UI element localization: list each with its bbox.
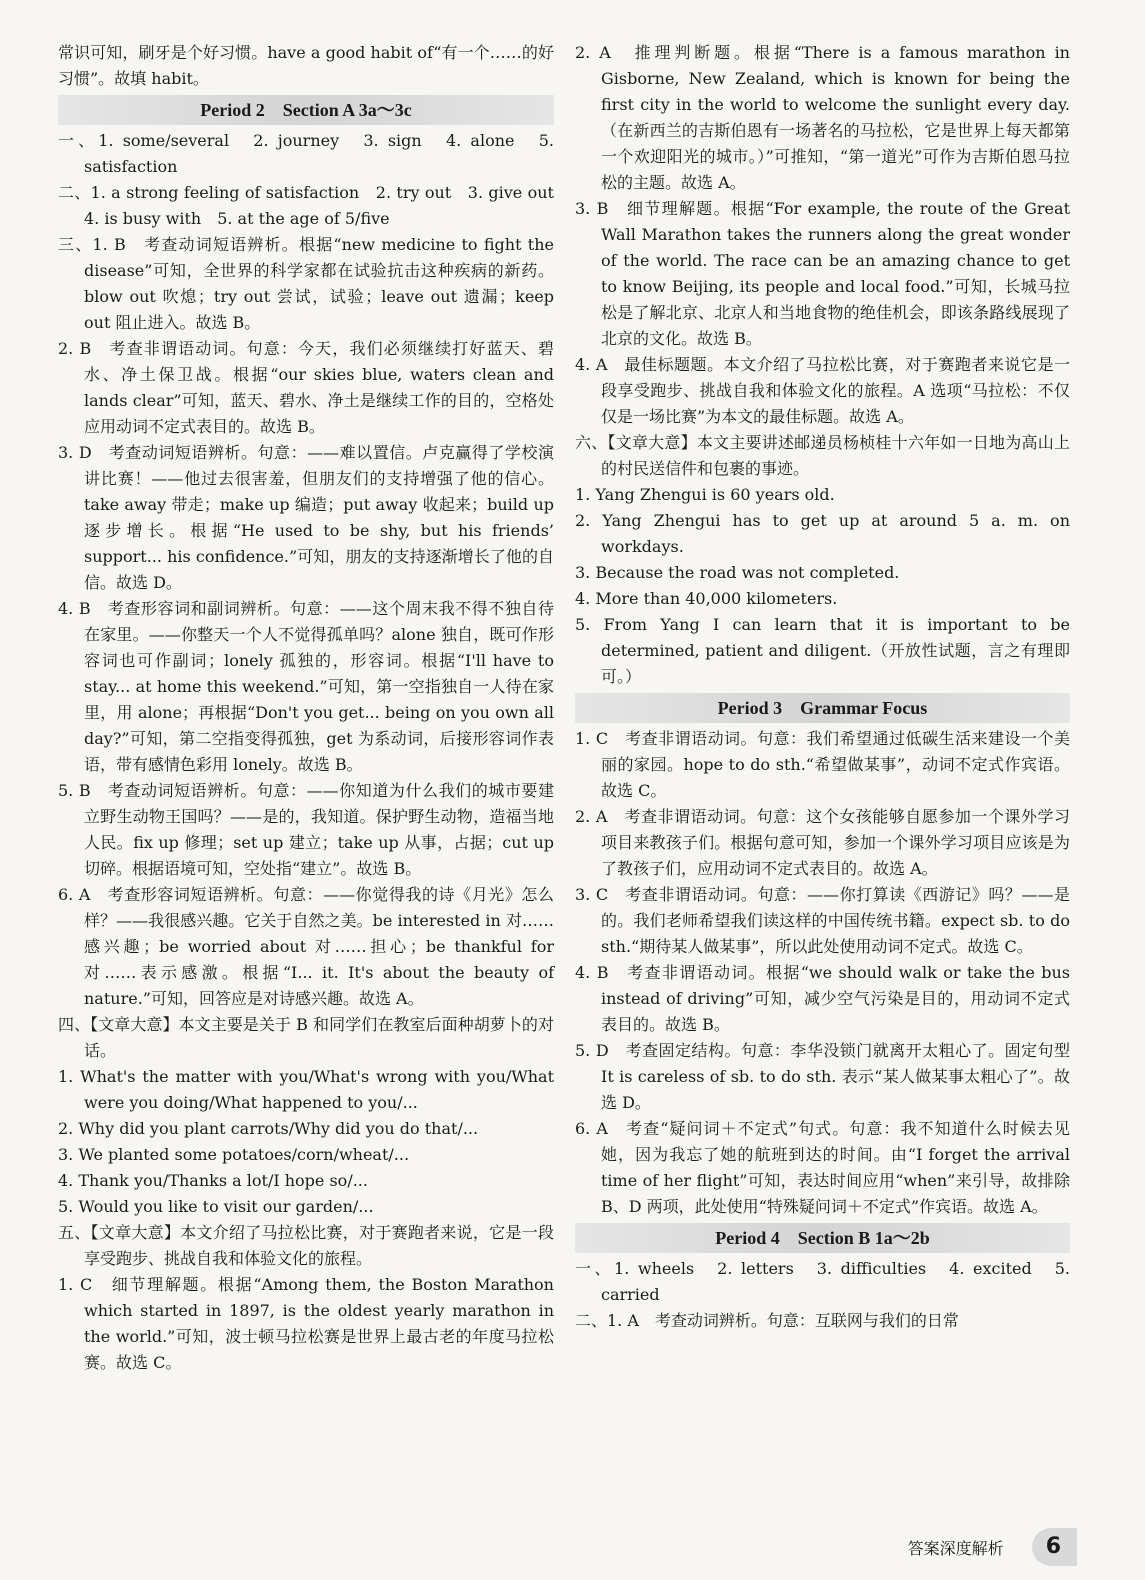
right-column [575, 40, 1070, 1334]
exercise-4-a1: 1. What's the matter with you/What's wrong with you/What were you doing/What happened to you/... [58, 1067, 554, 1112]
page-footer [908, 1528, 1077, 1566]
exercise-1-answers: 一、1. some/several 2. journey 3. sign 4. alone 5. satisfaction [58, 131, 554, 176]
exercise-6-summary: 六、【文章大意】本文主要讲述邮递员杨桢桂十六年如一日地为高山上的村民送信件和包裹的事迹。 [575, 433, 1070, 478]
grammar-q4: 4. B 考查非谓语动词。根据“we should walk or take the bus instead of driving”可知，减少空气污染是目的，用动词不定式表目的。故选 B。 [575, 963, 1070, 1034]
exercise-5-q2: 2. A 推理判断题。根据“There is a famous marathon in Gisborne, New Zealand, which is known for being the first city in the world to welcome the sunlight every day.（在新西兰的吉斯伯恩有一场著名的马拉松，它是世界上每天都第一个欢迎阳光的城市。）”可推知，“第一道光”可作为吉斯伯恩马拉松的主题。故选 A。 [575, 43, 1070, 192]
grammar-q6: 6. A 考查“疑问词＋不定式”句式。句意：我不知道什么时候去见她，因为我忘了她的航班到达的时间。由“I forget the arrival time of her flight”可知，表达时间应用“when”来引导，故排除 B、D 两项，此处使用“特殊疑问词＋不定式”作宾语。故选 A。 [575, 1119, 1070, 1216]
section-b-exercise-2: 二、1. A 考查动词辨析。句意：互联网与我们的日常 [575, 1311, 959, 1330]
section-heading-period-4: Period 4 Section B 1a～2b [575, 1223, 1070, 1253]
grammar-q2: 2. A 考查非谓语动词。句意：这个女孩能够自愿参加一个课外学习项目来教孩子们。根据句意可知，参加一个课外学习项目应该是为了教孩子们，应用动词不定式表目的。故选 A。 [575, 807, 1070, 878]
exercise-6-a1: 1. Yang Zhengui is 60 years old. [575, 485, 835, 504]
exercise-6-a2: 2. Yang Zhengui has to get up at around 5 a. m. on workdays. [575, 511, 1070, 556]
exercise-3-q5: 5. B 考查动词短语辨析。句意：——你知道为什么我们的城市要建立野生动物王国吗？——是的，我知道。保护野生动物，造福当地人民。fix up 修理；set up 建立；take up 从事，占据；cut up 切碎。根据语境可知，空处指“建立”。故选 B。 [58, 781, 554, 878]
exercise-3-q4: 4. B 考查形容词和副词辨析。句意：——这个周末我不得不独自待在家里。——你整天一个人不觉得孤单吗？alone 独自，既可作形容词也可作副词；lonely 孤独的，形容词。根据“I'll have to stay... at home this weekend.”可知，第一空指独自一人待在家里，用 alone；再根据“Don't you get... being on you own all day?”可知，第二空指变得孤独，get 为系动词，后接形容词作表语，带有感情色彩用 lonely。故选 B。 [58, 599, 554, 774]
exercise-2-answers: 二、1. a strong feeling of satisfaction 2. try out 3. give out 4. is busy with 5. at the age of 5/five [58, 183, 571, 228]
exercise-3-q6: 6. A 考查形容词短语辨析。句意：——你觉得我的诗《月光》怎么样？——我很感兴趣。它关于自然之美。be interested in 对……感兴趣；be worried about 对……担心；be thankful for 对……表示感激。根据“I... it. It's about the beauty of nature.”可知，回答应是对诗感兴趣。故选 A。 [58, 885, 554, 1008]
exercise-6-a5: 5. From Yang I can learn that it is important to be determined, patient and diligent.（开放性试题，言之有理即可。） [575, 615, 1070, 686]
exercise-5-q3: 3. B 细节理解题。根据“For example, the route of the Great Wall Marathon takes the runners along the great wonder of the world. The race can be an amazing chance to get to know Beijing, its people and local food.”可知，长城马拉松是了解北京、北京人和当地食物的绝佳机会，即该条路线展现了北京的文化。故选 B。 [575, 199, 1070, 348]
exercise-6-a4: 4. More than 40,000 kilometers. [575, 589, 838, 608]
section-heading-period-3: Period 3 Grammar Focus [575, 693, 1070, 723]
section-heading-period-2: Period 2 Section A 3a～3c [58, 95, 554, 125]
exercise-5-summary: 五、【文章大意】本文介绍了马拉松比赛，对于赛跑者来说，它是一段享受跑步、挑战自我和体验文化的旅程。 [58, 1223, 554, 1268]
page-number: 6 [1032, 1528, 1077, 1566]
footer-label: 答案深度解析 [907, 1538, 1004, 1558]
grammar-q1: 1. C 考查非谓语动词。句意：我们希望通过低碳生活来建设一个美丽的家园。hope to do sth.“希望做某事”，动词不定式作宾语。故选 C。 [575, 729, 1070, 800]
exercise-4-a4: 4. Thank you/Thanks a lot/I hope so/... [58, 1171, 368, 1190]
section-b-exercise-1: 一、1. wheels 2. letters 3. difficulties 4. excited 5. carried [575, 1259, 1070, 1304]
exercise-4-a3: 3. We planted some potatoes/corn/wheat/... [58, 1145, 410, 1164]
exercise-5-q1: 1. C 细节理解题。根据“Among them, the Boston Marathon which started in 1897, is the oldest yearly marathon in the world.”可知，波士顿马拉松赛是世界上最古老的年度马拉松赛。故选 C。 [58, 1275, 554, 1372]
exercise-4-summary: 四、【文章大意】本文主要是关于 B 和同学们在教室后面种胡萝卜的对话。 [58, 1015, 554, 1060]
exercise-4-a2: 2. Why did you plant carrots/Why did you do that/... [58, 1119, 479, 1138]
exercise-3-q1: 三、1. B 考查动词短语辨析。根据“new medicine to fight the disease”可知，全世界的科学家都在试验抗击这种疾病的新药。blow out 吹熄；try out 尝试，试验；leave out 遗漏；keep out 阻止进入。故选 B。 [58, 235, 554, 332]
exercise-3-q3: 3. D 考查动词短语辨析。句意：——难以置信。卢克赢得了学校演讲比赛！——他过去很害羞，但朋友们的支持增强了他的信心。take away 带走；make up 编造；put away 收起来；build up 逐步增长。根据“He used to be shy, but his friends’ support... his confidence.”可知，朋友的支持逐渐增长了他的自信。故选 D。 [58, 443, 554, 592]
exercise-5-q4: 4. A 最佳标题题。本文介绍了马拉松比赛，对于赛跑者来说它是一段享受跑步、挑战自我和体验文化的旅程。A 选项“马拉松：不仅仅是一场比赛”为本文的最佳标题。故选 A。 [575, 355, 1070, 426]
grammar-q5: 5. D 考查固定结构。句意：李华没锁门就离开太粗心了。固定句型 It is careless of sb. to do sth. 表示“某人做某事太粗心了”。故选 D。 [575, 1041, 1070, 1112]
grammar-q3: 3. C 考查非谓语动词。句意：——你打算读《西游记》吗？——是的。我们老师希望我们读这样的中国传统书籍。expect sb. to do sth.“期待某人做某事”，所以此处使用动词不定式。故选 C。 [575, 885, 1070, 956]
intro-note: 常识可知，刷牙是个好习惯。have a good habit of“有一个……的好习惯”。故填 habit。 [58, 43, 554, 88]
exercise-3-q2: 2. B 考查非谓语动词。句意：今天，我们必须继续打好蓝天、碧水、净土保卫战。根据“our skies blue, waters clean and lands clear”可知，蓝天、碧水、净土是继续工作的目的，空格处应用动词不定式表目的。故选 B。 [58, 339, 554, 436]
left-column [58, 40, 571, 1376]
exercise-6-a3: 3. Because the road was not completed. [575, 563, 900, 582]
exercise-4-a5: 5. Would you like to visit our garden/... [58, 1197, 374, 1216]
